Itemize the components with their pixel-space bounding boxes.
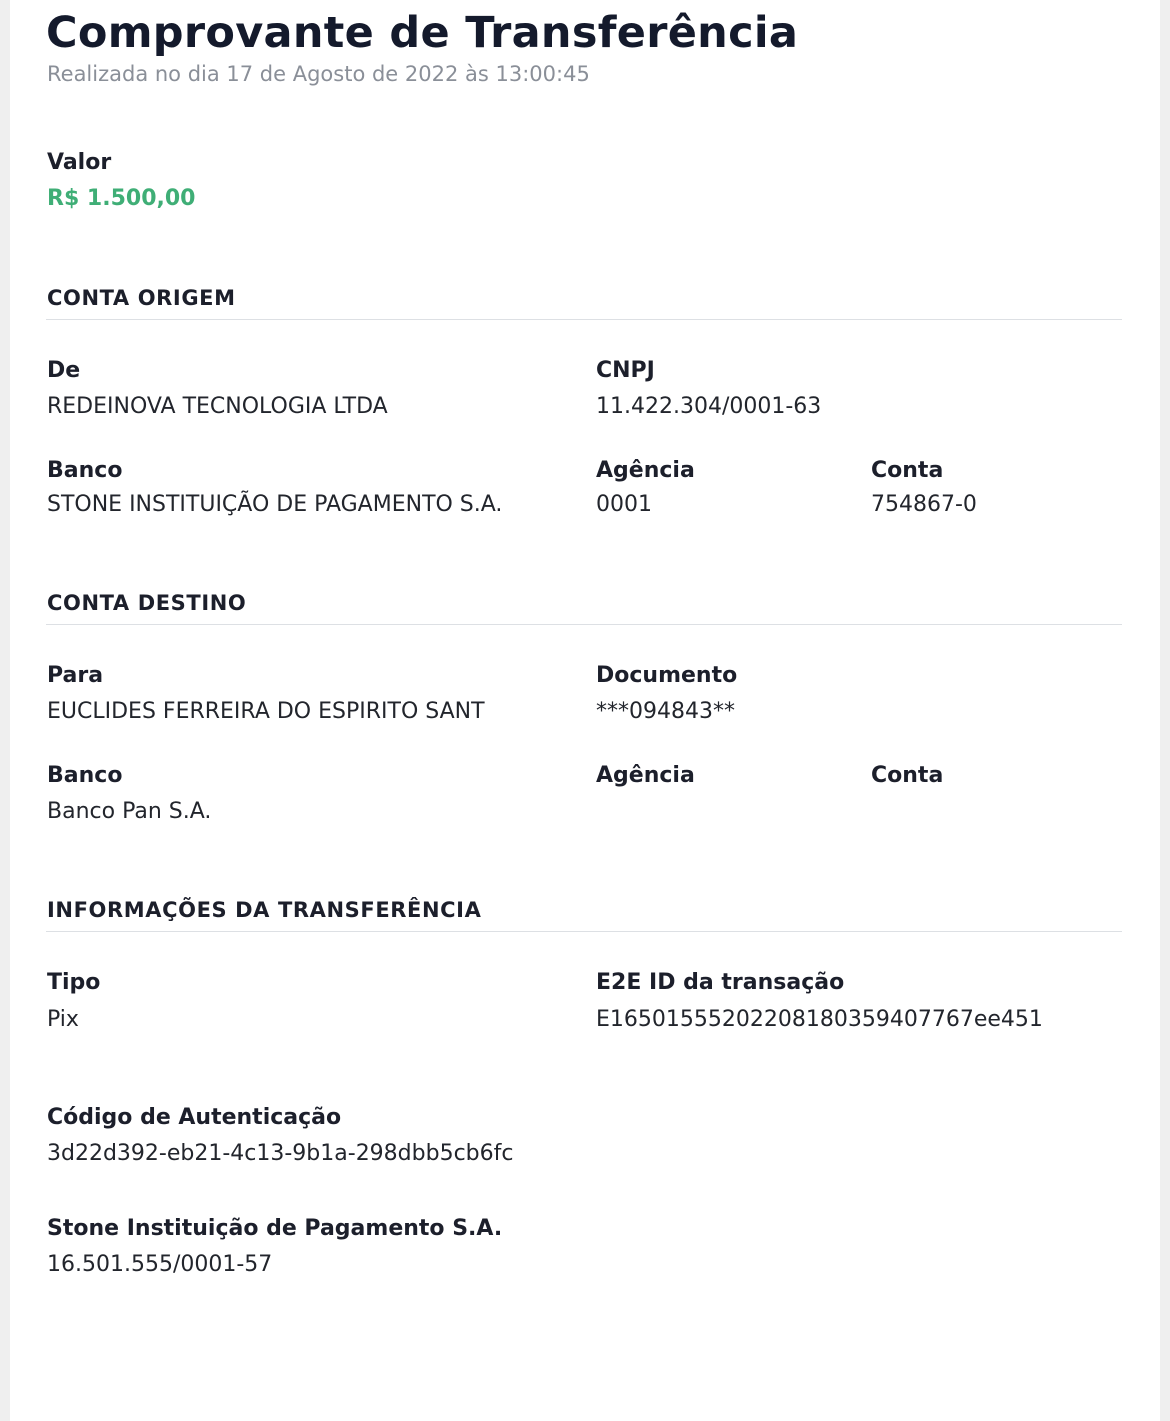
- section-title-destination: CONTA DESTINO: [47, 591, 247, 615]
- origin-cnpj-label: CNPJ: [596, 358, 655, 383]
- institution-cnpj: 16.501.555/0001-57: [47, 1252, 273, 1277]
- institution-name: Stone Instituição de Pagamento S.A.: [47, 1216, 503, 1241]
- origin-agency-label: Agência: [596, 458, 695, 483]
- origin-bank-value: STONE INSTITUIÇÃO DE PAGAMENTO S.A.: [47, 492, 503, 517]
- section-divider: [46, 624, 1122, 625]
- auth-code-value: 3d22d392-eb21-4c13-9b1a-298dbb5cb6fc: [47, 1141, 514, 1166]
- destination-document-label: Documento: [596, 663, 738, 688]
- transfer-datetime: Realizada no dia 17 de Agosto de 2022 às 13:00:45: [47, 62, 590, 86]
- section-divider: [46, 319, 1122, 320]
- origin-agency-value: 0001: [596, 492, 652, 517]
- origin-from-value: REDEINOVA TECNOLOGIA LTDA: [47, 394, 388, 419]
- origin-from-label: De: [47, 358, 81, 383]
- auth-code-label: Código de Autenticação: [47, 1105, 342, 1130]
- destination-to-value: EUCLIDES FERREIRA DO ESPIRITO SANT: [47, 699, 485, 724]
- section-divider: [46, 931, 1122, 932]
- origin-cnpj-value: 11.422.304/0001-63: [596, 394, 822, 419]
- origin-account-value: 754867-0: [871, 492, 977, 517]
- amount-label: Valor: [47, 150, 112, 175]
- destination-agency-label: Agência: [596, 763, 695, 788]
- transfer-type-label: Tipo: [47, 970, 101, 995]
- destination-bank-value: Banco Pan S.A.: [47, 799, 212, 824]
- page-title: Comprovante de Transferência: [46, 8, 799, 58]
- e2e-id-label: E2E ID da transação: [596, 970, 845, 995]
- section-title-transfer-info: INFORMAÇÕES DA TRANSFERÊNCIA: [47, 898, 482, 922]
- section-title-origin: CONTA ORIGEM: [47, 286, 236, 310]
- receipt-sheet: [10, 0, 1160, 1421]
- transfer-type-value: Pix: [47, 1007, 79, 1032]
- origin-bank-label: Banco: [47, 458, 123, 483]
- origin-account-label: Conta: [871, 458, 944, 483]
- amount-value: R$ 1.500,00: [47, 186, 196, 211]
- destination-account-label: Conta: [871, 763, 944, 788]
- destination-bank-label: Banco: [47, 763, 123, 788]
- destination-document-value: ***094843**: [596, 699, 735, 724]
- e2e-id-value: E16501555202208180359407767ee451: [596, 1007, 1043, 1032]
- destination-to-label: Para: [47, 663, 104, 688]
